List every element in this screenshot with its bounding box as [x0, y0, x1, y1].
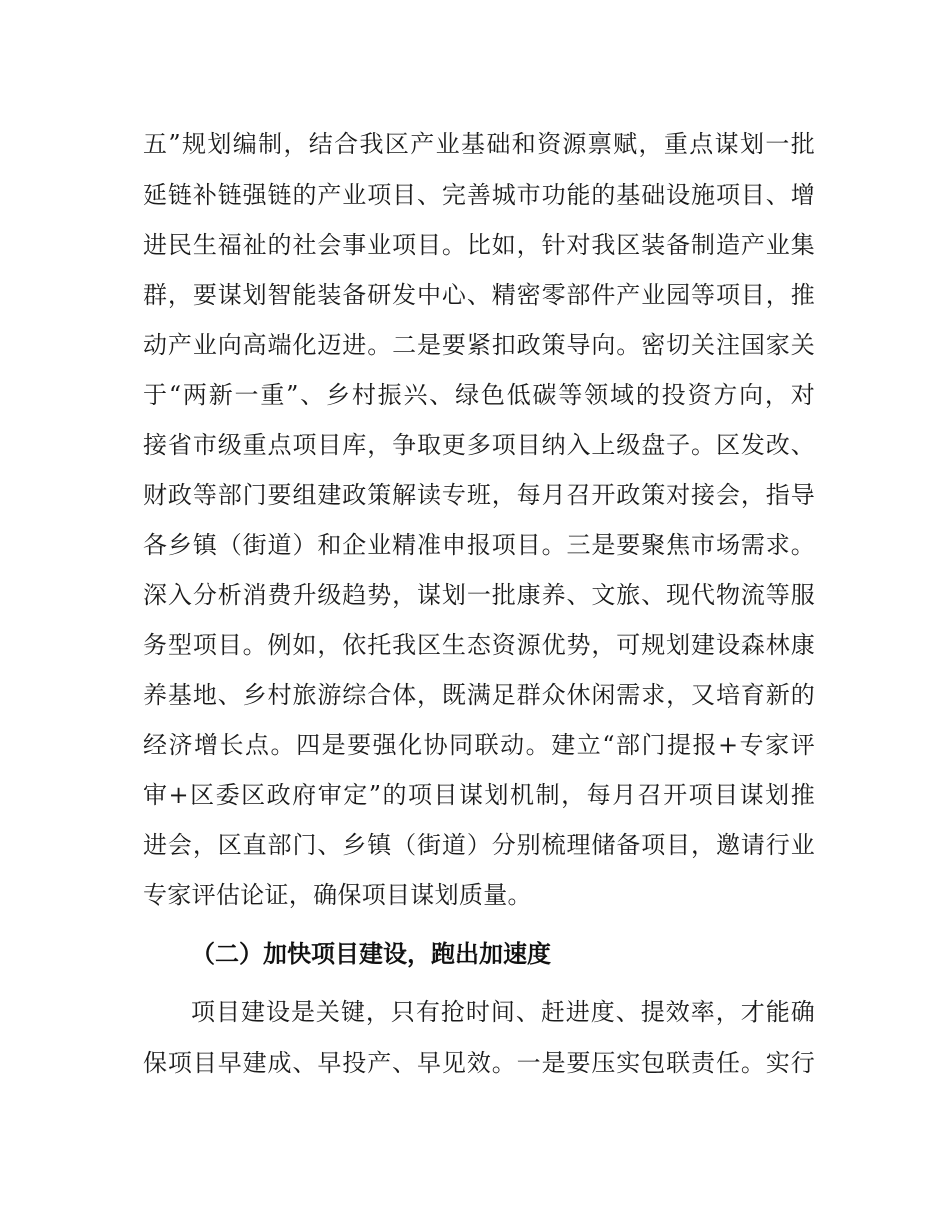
section-heading: （二）加快项目建设，跑出加速度: [191, 940, 551, 968]
paragraph-line: 经济增长点。四是要强化协同联动。建立“部门提报+专家评: [143, 731, 815, 759]
paragraph-line: 养基地、乡村旅游综合体，既满足群众休闲需求，又培育新的: [143, 681, 815, 709]
paragraph-line: 进会，区直部门、乡镇（街道）分别梳理储备项目，邀请行业: [143, 831, 815, 859]
paragraph-line: 专家评估论证，确保项目谋划质量。: [143, 881, 532, 909]
paragraph-line: 深入分析消费升级趋势，谋划一批康养、文旅、现代物流等服: [143, 581, 815, 609]
paragraph-line: 审+区委区政府审定”的项目谋划机制，每月召开项目谋划推: [143, 781, 815, 809]
paragraph-line: 各乡镇（街道）和企业精准申报项目。三是要聚焦市场需求。: [143, 531, 815, 559]
paragraph-line: 接省市级重点项目库，争取更多项目纳入上级盘子。区发改、: [143, 431, 815, 459]
paragraph-line: 项目建设是关键，只有抢时间、赶进度、提效率，才能确: [191, 998, 815, 1026]
paragraph-line: 进民生福祉的社会事业项目。比如，针对我区装备制造产业集: [143, 231, 815, 259]
paragraph-line: 动产业向高端化迈进。二是要紧扣政策导向。密切关注国家关: [143, 331, 815, 359]
paragraph-line: 务型项目。例如，依托我区生态资源优势，可规划建设森林康: [143, 631, 815, 659]
paragraph-line: 群，要谋划智能装备研发中心、精密零部件产业园等项目，推: [143, 281, 815, 309]
paragraph-line: 延链补链强链的产业项目、完善城市功能的基础设施项目、增: [143, 181, 815, 209]
paragraph-line: 财政等部门要组建政策解读专班，每月召开政策对接会，指导: [143, 481, 815, 509]
paragraph-line: 五”规划编制，结合我区产业基础和资源禀赋，重点谋划一批: [143, 130, 815, 158]
paragraph-line: 于“两新一重”、乡村振兴、绿色低碳等领域的投资方向，对: [143, 381, 815, 409]
paragraph-line: 保项目早建成、早投产、早见效。一是要压实包联责任。实行: [143, 1049, 815, 1077]
